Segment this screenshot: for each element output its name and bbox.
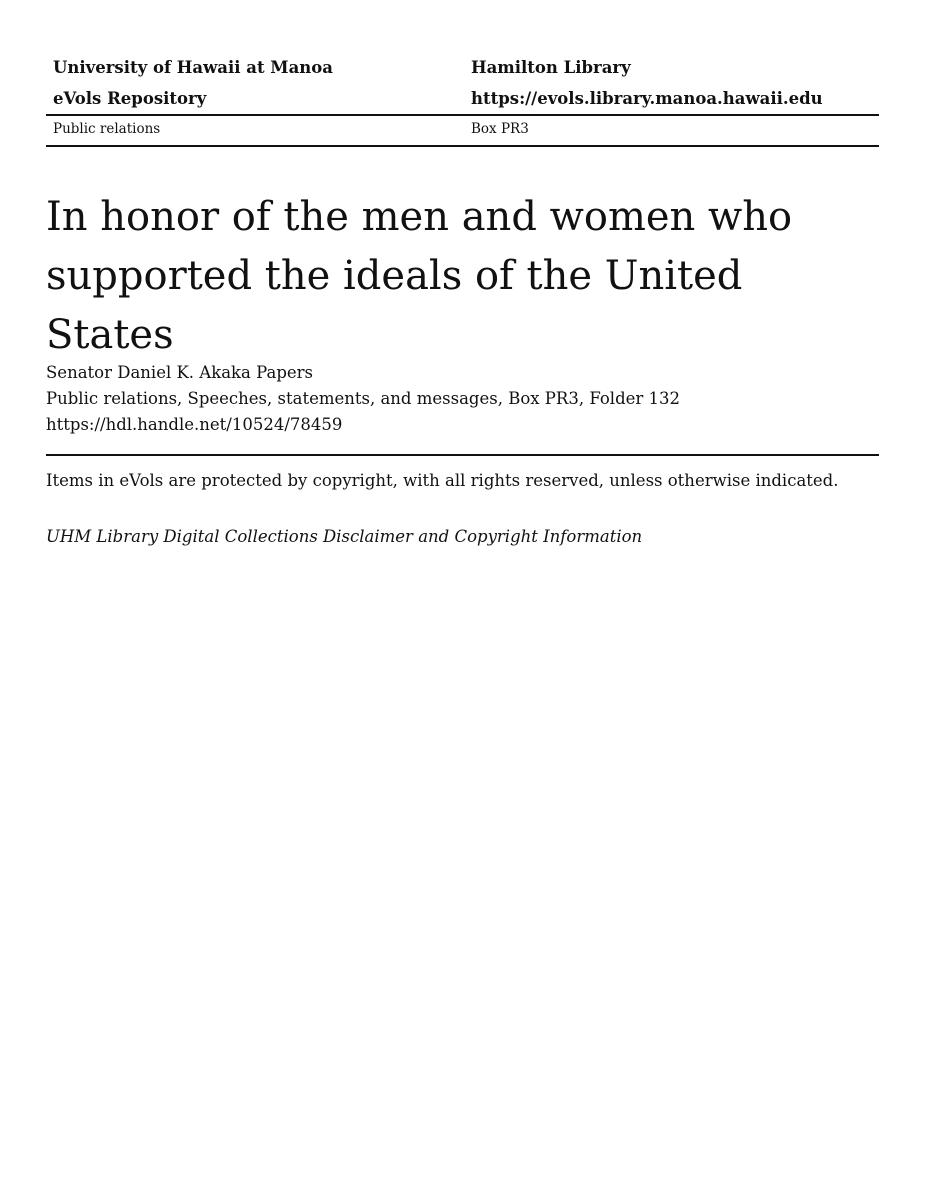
title-line-1: In honor of the men and women who [46, 194, 793, 240]
header-row-1 [46, 52, 879, 83]
footer-divider [46, 454, 879, 456]
repository-url-link[interactable]: https://evols.library.manoa.hawaii.edu [471, 89, 823, 108]
document-title [46, 188, 879, 365]
header-table [46, 52, 879, 147]
disclaimer-link[interactable]: UHM Library Digital Collections Disclaimer and Copyright Information [46, 527, 643, 546]
folder-location: Public relations, Speeches, statements, and messages, Box PR3, Folder 132 [46, 389, 681, 408]
header-row-3 [46, 116, 879, 145]
institution-name: University of Hawaii at Manoa [53, 58, 333, 77]
collection-series: Public relations [53, 121, 161, 137]
header-row-2 [46, 83, 879, 114]
handle-link[interactable]: https://hdl.handle.net/10524/78459 [46, 415, 343, 434]
box-label: Box PR3 [471, 121, 529, 137]
document-metadata [46, 360, 879, 438]
header-bottom-divider [46, 145, 879, 147]
library-name: Hamilton Library [471, 58, 631, 77]
collection-name: Senator Daniel K. Akaka Papers [46, 363, 314, 382]
repository-name: eVols Repository [53, 89, 207, 108]
rights-statement: Items in eVols are protected by copyright, with all rights reserved, unless otherwise indicated. [46, 471, 839, 490]
title-line-2: supported the ideals of the United States [46, 253, 743, 358]
